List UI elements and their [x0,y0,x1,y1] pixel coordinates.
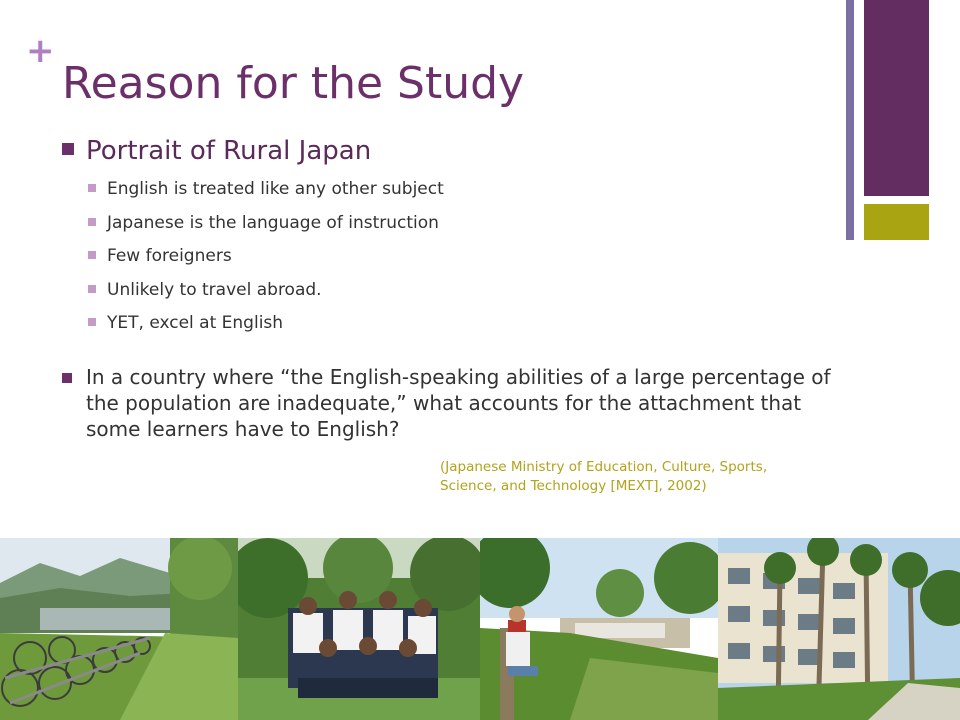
sub-bullet [88,279,444,313]
accent-bar-olive [864,204,929,240]
bullet-portrait [62,136,371,166]
bullet-square-icon [88,218,96,226]
citation-line: Science, and Technology [MEXT], 2002) [440,478,707,494]
bullet-text: In a country where “the English-speaking abilities of a large percentage of the population are inadequate,” what accounts for the attachment that some learners have to English? [86,365,831,441]
bullet-question [62,364,852,442]
bullet-square-icon [88,285,96,293]
plus-icon: + [26,31,55,71]
citation [440,458,830,496]
sub-bullet-text: English is treated like any other subject [107,179,444,199]
slide-title: Reason for the Study [62,58,525,109]
sub-bullet-text: Japanese is the language of instruction [107,212,439,233]
bullet-square-icon [88,251,96,259]
bullet-text: Portrait of Rural Japan [86,136,372,166]
school-building-palms-photo [718,538,960,720]
bicycles-riverside-photo [0,538,238,720]
sub-bullet-text: Few foreigners [107,246,232,266]
accent-bar-purple [864,0,929,196]
photo-strip [0,538,960,720]
sub-bullet-text: YET, excel at English [107,313,284,333]
bullet-square-icon [62,143,74,155]
sub-bullet [88,212,444,246]
sub-bullet [88,245,444,279]
bullet-square-icon [62,373,72,383]
bullet-square-icon [88,184,96,192]
accent-bar-lavender [846,0,854,240]
student-sitting-schoolyard-photo [480,538,718,720]
sub-bullet-list [88,178,444,346]
students-group-photo [238,538,480,720]
sub-bullet [88,312,444,346]
sub-bullet-text: Unlikely to travel abroad. [107,279,322,300]
bullet-square-icon [88,318,96,326]
citation-line: (Japanese Ministry of Education, Culture, Sports, [440,459,768,475]
sub-bullet [88,178,444,212]
